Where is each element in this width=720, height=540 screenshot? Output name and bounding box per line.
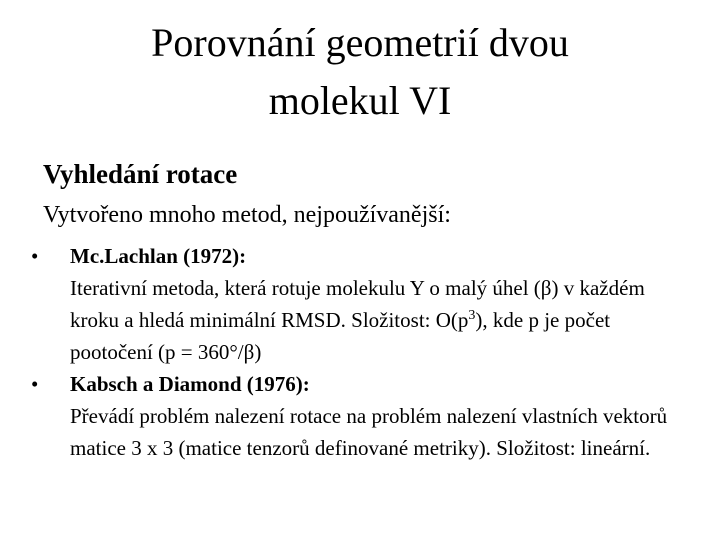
- item-description: [70, 272, 691, 368]
- method-list: [31, 240, 691, 464]
- slide-title: [60, 14, 660, 130]
- slide-title-line-2: molekul VI: [268, 78, 452, 123]
- intro-text: Vytvořeno mnoho metod, nejpoužívanější:: [43, 202, 451, 228]
- bullet: •: [31, 244, 39, 268]
- exponent: 3: [468, 308, 476, 323]
- list-item-mclachlan: [31, 240, 691, 368]
- slide-title-line-1: Porovnání geometrií dvou: [151, 20, 569, 65]
- bullet: •: [31, 372, 39, 396]
- item-title: Mc.Lachlan (1972):: [70, 244, 247, 268]
- item-description: Převádí problém nalezení rotace na problém nalezení vlastních vektorů matice 3 x 3 (matice tenzorů definované metriky). Složitost: lineární.: [70, 404, 668, 460]
- item-description-text-end: ), kde p je počet pootočení (p = 360°/β): [70, 308, 611, 364]
- item-title: Kabsch a Diamond (1976):: [70, 372, 310, 396]
- item-description-text: Iterativní metoda, která rotuje molekulu Y o malý úhel (β) v každém kroku a hledá minimální RMSD. Složitost: O(p: [70, 276, 645, 332]
- list-item-kabsch-diamond: [31, 368, 691, 464]
- section-heading: Vyhledání rotace: [43, 159, 238, 189]
